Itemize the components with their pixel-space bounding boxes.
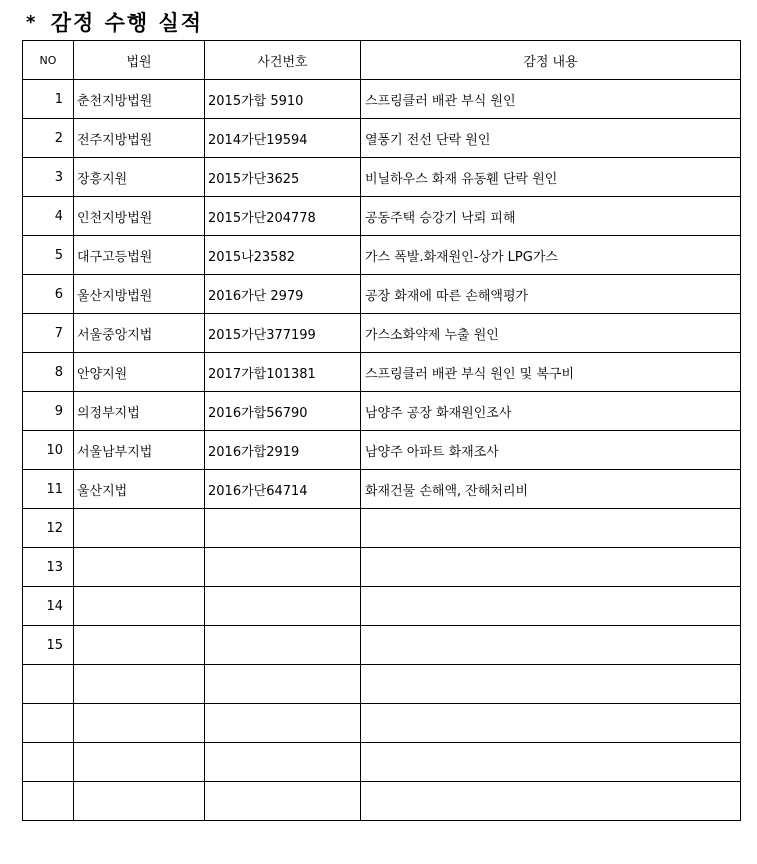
title-text: 감정 수행 실적: [50, 11, 204, 35]
court-cell: 서울남부지법: [74, 431, 205, 470]
column-header-content: 감정 내용: [361, 41, 741, 80]
court-cell: [74, 587, 205, 626]
content-cell: 가스 폭발.화재원인-상가 LPG가스: [361, 236, 741, 275]
row-number-cell: 4: [23, 197, 74, 236]
case-number-cell: 2017가합101381: [205, 353, 361, 392]
court-cell: 서울중앙지법: [74, 314, 205, 353]
table-row: [23, 704, 741, 743]
content-cell: 스프링클러 배관 부식 원인: [361, 80, 741, 119]
case-number-cell: 2015가단3625: [205, 158, 361, 197]
table-row: [23, 665, 741, 704]
row-number-cell: 10: [23, 431, 74, 470]
row-number-cell: 9: [23, 392, 74, 431]
court-cell: [74, 548, 205, 587]
row-number-cell: 8: [23, 353, 74, 392]
content-cell: [361, 626, 741, 665]
content-cell: [361, 548, 741, 587]
case-number-cell: 2015가단204778: [205, 197, 361, 236]
content-cell: [361, 587, 741, 626]
content-cell: 공동주택 승강기 낙뢰 피해: [361, 197, 741, 236]
table-body: [23, 80, 741, 821]
case-number-cell: 2016가합56790: [205, 392, 361, 431]
page-title: [26, 7, 203, 37]
row-number-cell: 13: [23, 548, 74, 587]
content-cell: 남양주 공장 화재원인조사: [361, 392, 741, 431]
case-number-cell: [205, 548, 361, 587]
row-number-cell: 3: [23, 158, 74, 197]
table-row: [23, 431, 741, 470]
content-cell: 공장 화재에 따른 손해액평가: [361, 275, 741, 314]
row-number-cell: 11: [23, 470, 74, 509]
court-cell: 대구고등법원: [74, 236, 205, 275]
table-row: [23, 236, 741, 275]
court-cell: [74, 704, 205, 743]
case-number-cell: [205, 509, 361, 548]
court-cell: [74, 743, 205, 782]
table-row: [23, 314, 741, 353]
content-cell: 비닐하우스 화재 유동휀 단락 원인: [361, 158, 741, 197]
case-number-cell: 2015가합 5910: [205, 80, 361, 119]
row-number-cell: 5: [23, 236, 74, 275]
case-number-cell: [205, 665, 361, 704]
column-header-case-number: 사건번호: [205, 41, 361, 80]
case-number-cell: 2016가합2919: [205, 431, 361, 470]
title-bullet: *: [26, 12, 38, 33]
table-row: [23, 470, 741, 509]
table-row: [23, 509, 741, 548]
case-number-cell: 2014가단19594: [205, 119, 361, 158]
table-row: [23, 587, 741, 626]
table-row: [23, 626, 741, 665]
court-cell: [74, 509, 205, 548]
row-number-cell: [23, 704, 74, 743]
court-cell: 안양지원: [74, 353, 205, 392]
content-cell: 화재건물 손해액, 잔해처리비: [361, 470, 741, 509]
court-cell: 인천지방법원: [74, 197, 205, 236]
content-cell: 가스소화약제 누출 원인: [361, 314, 741, 353]
column-header-court: 법원: [74, 41, 205, 80]
content-cell: [361, 665, 741, 704]
case-number-cell: [205, 587, 361, 626]
row-number-cell: [23, 665, 74, 704]
court-cell: [74, 626, 205, 665]
content-cell: 열풍기 전선 단락 원인: [361, 119, 741, 158]
court-cell: 전주지방법원: [74, 119, 205, 158]
court-cell: 춘천지방법원: [74, 80, 205, 119]
content-cell: [361, 704, 741, 743]
case-number-cell: [205, 626, 361, 665]
court-cell: 울산지법: [74, 470, 205, 509]
court-cell: 울산지방법원: [74, 275, 205, 314]
table-row: [23, 158, 741, 197]
table-row: [23, 80, 741, 119]
court-cell: 의정부지법: [74, 392, 205, 431]
content-cell: 남양주 아파트 화재조사: [361, 431, 741, 470]
appraisal-record-table: [22, 40, 741, 821]
row-number-cell: [23, 743, 74, 782]
row-number-cell: 12: [23, 509, 74, 548]
table-row: [23, 197, 741, 236]
table-row: [23, 119, 741, 158]
case-number-cell: [205, 704, 361, 743]
content-cell: [361, 743, 741, 782]
content-cell: [361, 782, 741, 821]
column-header-no: NO: [23, 41, 74, 80]
court-cell: 장흥지원: [74, 158, 205, 197]
table-row: [23, 548, 741, 587]
table-row: [23, 392, 741, 431]
row-number-cell: 2: [23, 119, 74, 158]
row-number-cell: 14: [23, 587, 74, 626]
case-number-cell: [205, 782, 361, 821]
table-row: [23, 743, 741, 782]
case-number-cell: 2016가단64714: [205, 470, 361, 509]
court-cell: [74, 665, 205, 704]
table-row: [23, 275, 741, 314]
content-cell: [361, 509, 741, 548]
row-number-cell: 1: [23, 80, 74, 119]
table-row: [23, 353, 741, 392]
row-number-cell: 6: [23, 275, 74, 314]
case-number-cell: [205, 743, 361, 782]
row-number-cell: 7: [23, 314, 74, 353]
content-cell: 스프링클러 배관 부식 원인 및 복구비: [361, 353, 741, 392]
case-number-cell: 2015나23582: [205, 236, 361, 275]
case-number-cell: 2016가단 2979: [205, 275, 361, 314]
case-number-cell: 2015가단377199: [205, 314, 361, 353]
court-cell: [74, 782, 205, 821]
row-number-cell: [23, 782, 74, 821]
table-header-row: [23, 41, 741, 80]
row-number-cell: 15: [23, 626, 74, 665]
table-row: [23, 782, 741, 821]
